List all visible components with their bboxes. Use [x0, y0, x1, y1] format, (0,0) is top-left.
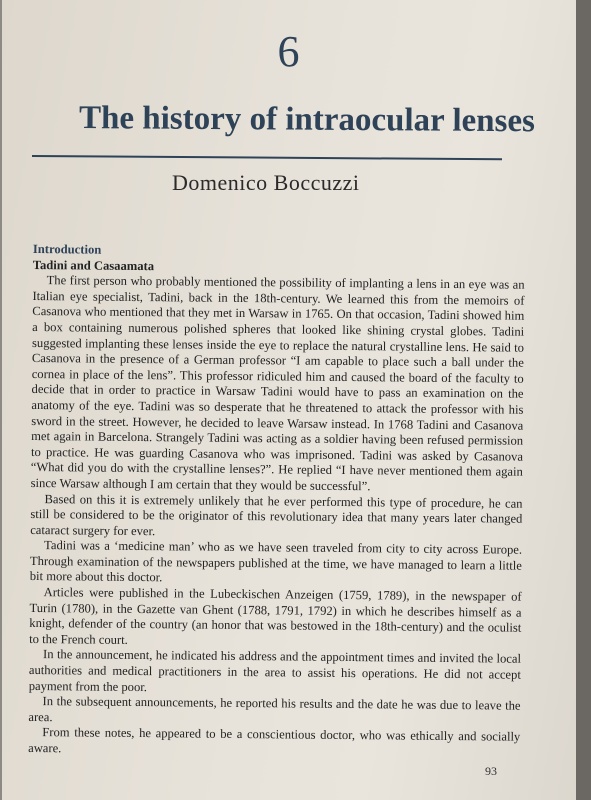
title-divider	[32, 155, 502, 160]
paragraph: The first person who probably mentioned the possibility of implanting a lens in an eye was an Italian eye specialist, Tadini, back in the 18th-century. We learned this from the memoirs of Casanova who mentioned that they met in Warsaw in 1765. On that occasion, Tadini showed him a box containing numerous polished spheres that looked like shining crystal globes. Tadini suggested implanting these lenses inside the eye to replace the natural crystalline lens. He said to Casanova in the presence of a German professor “I am capable to place such a ball under the cornea in place of the lens”. This professor ridiculed him and caused the board of the faculty to decide that in order to practice in Warsaw Tadini would have to pass an examination on the anatomy of the eye. Tadini was so desperate that he threatened to attack the professor with his sword in the street. However, he decided to leave Warsaw instead. In 1768 Tadini and Casanova met again in Barcelona. Strangely Tadini was acting as a soldier having been refused permission to practice. He was guarding Casanova who was imprisoned. Tadini was asked by Casanova “What did you do with the crystalline lenses?”. He replied “I have never mentioned them again since Warsaw although I am certain that they would be successful”.	[30, 273, 525, 494]
body-text	[28, 242, 525, 761]
section-heading: Introduction	[32, 242, 102, 257]
paragraph: In the subsequent announcements, he reported his results and the date he was due to leave the area.	[28, 694, 521, 725]
background-surface	[576, 0, 591, 800]
section-subheading: Tadini and Casaamata	[32, 257, 155, 273]
paragraph: From these notes, he appeared to be a conscientious doctor, who was ethically and socially aware.	[28, 725, 521, 756]
paragraph: In the announcement, he indicated his address and the appointment times and invited the local authorities and medical practitioners in the area to assist his operations. He did not accept payment from the poor.	[28, 647, 522, 694]
chapter-number: 6	[277, 27, 301, 76]
chapter-title: The history of intraocular lenses	[78, 100, 536, 140]
paragraph: Tadini was a ‘medicine man’ who as we have seen traveled from city to city across Europe. Through examination of the newspapers published at the time, we have managed to learn a little bit more about this doctor.	[29, 538, 523, 585]
paragraph: Articles were published in the Lubeckischen Anzeigen (1759, 1789), in the newspaper of Turin (1780), in the Gazette van Ghent (1788, 1791, 1792) in which he describes himself as a knight, defender of the country (an honor that was bestowed in the 18th-century) and the oculist to the French court.	[29, 585, 522, 647]
paragraph: Based on this it is extremely unlikely that he ever performed this type of procedure, he can still be considered to be the originator of this revolutionary idea that many years later changed cataract surgery for ever.	[30, 491, 523, 538]
page-number: 93	[485, 764, 497, 778]
author-name: Domenico Boccuzzi	[172, 170, 360, 195]
book-page	[2, 0, 576, 800]
